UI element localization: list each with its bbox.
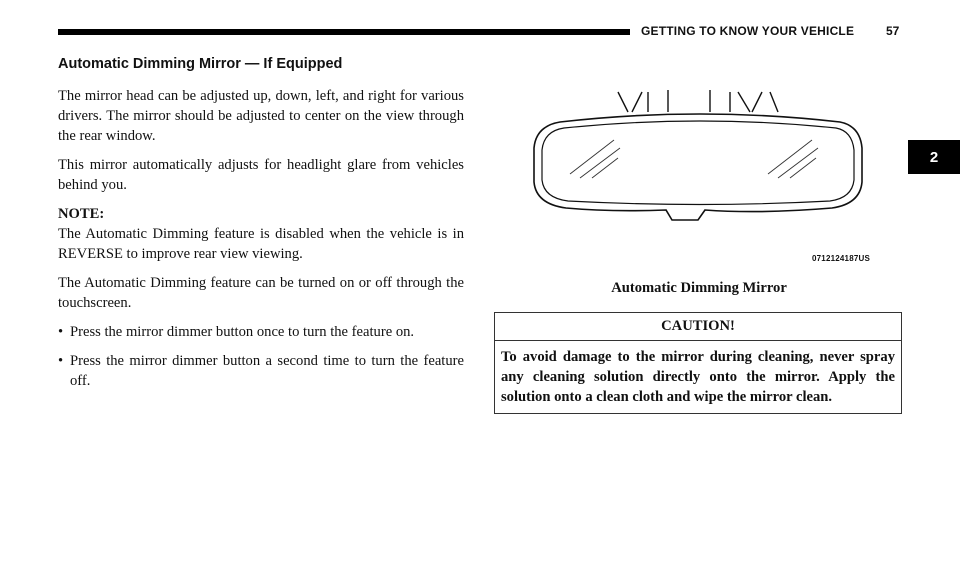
- note-text: The Automatic Dimming feature is disabled when the vehicle is in REVERSE to improve rear view viewing.: [58, 226, 464, 262]
- note-label: NOTE:: [58, 206, 105, 222]
- figure-caption: Automatic Dimming Mirror: [611, 280, 787, 296]
- caution-text: To avoid damage to the mirror during cleaning, never spray any cleaning solution directly onto the mirror. Apply the solution onto a clean cloth and wipe the mirror clean.: [501, 349, 895, 405]
- mirror-mount-lines: [618, 90, 778, 112]
- reflection-lines-right: [768, 140, 818, 178]
- page-number: 57: [886, 24, 900, 38]
- paragraph-mirror-adjustment: The mirror head can be adjusted up, down, left, and right for various drivers. The mirror should be adjusted to center on the view through the rear window.: [58, 88, 464, 144]
- image-code: 0712124187US: [812, 254, 871, 263]
- section-heading: Automatic Dimming Mirror — If Equipped: [58, 56, 343, 72]
- left-column: [58, 54, 464, 400]
- bullet-list: [58, 322, 464, 391]
- paragraph-touchscreen: The Automatic Dimming feature can be turned on or off through the touchscreen.: [58, 275, 464, 311]
- mirror-drawing: [500, 86, 900, 268]
- caution-title: CAUTION!: [495, 313, 901, 341]
- caution-box: [494, 312, 902, 414]
- mirror-glass: [542, 121, 854, 205]
- reflection-lines-left: [570, 140, 620, 178]
- list-item: • Press the mirror dimmer button a second time to turn the feature off.: [58, 351, 464, 391]
- section-tab: 2: [908, 140, 960, 174]
- list-item: • Press the mirror dimmer button once to turn the feature on.: [58, 322, 464, 342]
- running-header-title: GETTING TO KNOW YOUR VEHICLE: [641, 24, 855, 38]
- paragraph-glare-adjustment: This mirror automatically adjusts for headlight glare from vehicles behind you.: [58, 157, 464, 193]
- mirror-illustration: [500, 86, 900, 268]
- header-rule: [58, 29, 630, 35]
